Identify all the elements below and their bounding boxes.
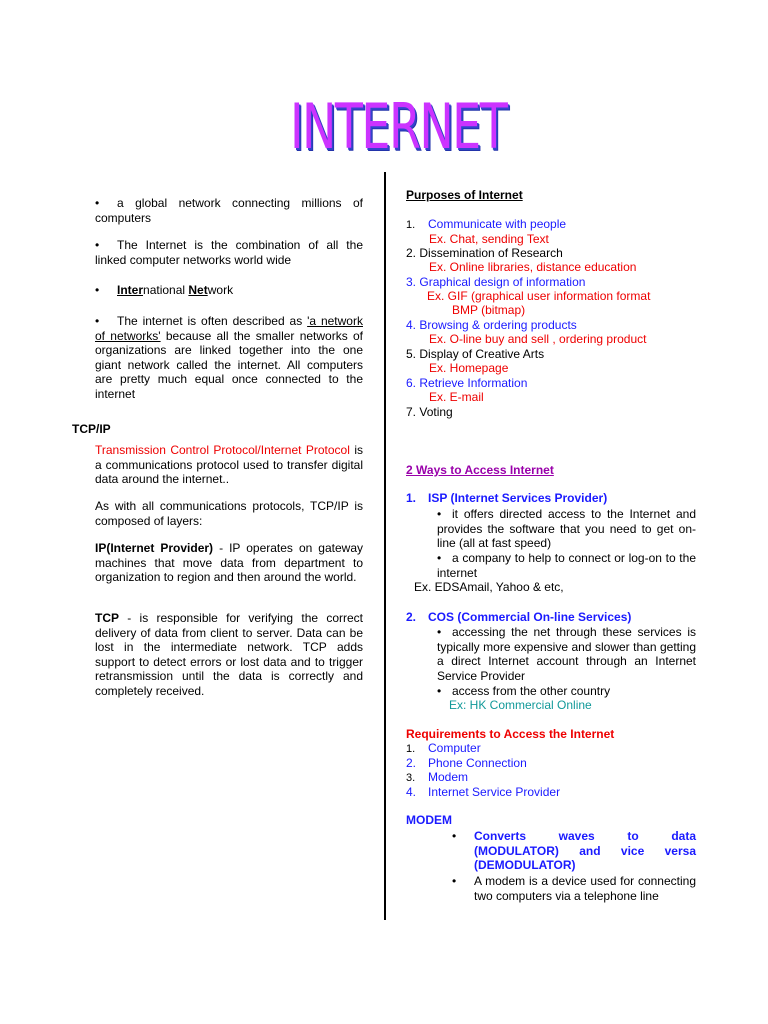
requirement-item xyxy=(406,770,468,786)
cos-bullet-1 xyxy=(437,625,696,683)
tcp-paragraph xyxy=(95,611,363,698)
purpose-example: Ex. GIF (graphical user information format xyxy=(427,289,651,303)
purpose-item xyxy=(406,246,563,261)
isp-bullet-2 xyxy=(437,551,696,580)
column-divider xyxy=(384,172,386,920)
isp-heading xyxy=(406,491,607,506)
bullet-icon: • xyxy=(95,283,100,297)
purpose-example: Ex. E-mail xyxy=(429,390,484,404)
bullet-icon: • xyxy=(95,314,100,328)
requirement-num: 1. xyxy=(406,743,416,755)
bullet-icon: • xyxy=(437,551,442,565)
cos-bullet-text: access from the other country xyxy=(452,684,611,698)
bullet-combination xyxy=(95,238,363,267)
tcp-text: - is responsible for verifying the correct delivery of data from client to server. Data can be lost in the intermediate network. TCP adds support to detect errors or lost data and to trigger retransmission until the data is correctly and completely received. xyxy=(95,611,363,698)
requirement-item xyxy=(406,756,527,771)
purpose-text: Graphical design of information xyxy=(419,275,586,289)
modem-bullet-1: Converts waves to data (MODULATOR) and vice versa (DEMODULATOR) xyxy=(474,829,696,872)
networks-post: because all the smaller networks of organizations are linked together into the one giant network called the internet. All computers are pretty much equal once connected to the internet xyxy=(95,328,363,401)
work-text: work xyxy=(207,283,234,297)
purpose-item xyxy=(406,318,577,333)
tcpip-layers: As with all communications protocols, TCP/IP is composed of layers: xyxy=(95,499,363,528)
cos-bullet-text: accessing the net through these services is typically more expensive and slower than getting a direct Internet account through an Internet Service Provider xyxy=(437,625,696,683)
requirement-text: Computer xyxy=(428,741,481,755)
isp-bullet-text: it offers directed access to the Internet and provides the software that you need to get on-line (all at fast speed) xyxy=(437,507,696,550)
cos-example: Ex: HK Commercial Online xyxy=(449,698,592,712)
purpose-num: 2. xyxy=(406,246,417,260)
isp-example: Ex. EDSAmail, Yahoo & etc, xyxy=(414,580,564,594)
purpose-example: Ex. O-line buy and sell , ordering product xyxy=(429,332,647,346)
purpose-example: Ex. Chat, sending Text xyxy=(429,232,549,246)
purpose-num: 4. xyxy=(406,318,417,332)
inter-text: Inter xyxy=(117,283,144,297)
purpose-item xyxy=(406,217,566,233)
bullet-icon: • xyxy=(437,507,442,521)
requirement-num: 3. xyxy=(406,772,416,784)
bullet-text: The Internet is the combination of all the linked computer networks world wide xyxy=(95,238,363,267)
purpose-text: Browsing & ordering products xyxy=(419,318,577,332)
requirement-num: 2. xyxy=(406,756,417,770)
requirement-item xyxy=(406,785,560,800)
requirement-num: 4. xyxy=(406,785,417,799)
national-text: national xyxy=(143,283,189,297)
bullet-icon: • xyxy=(452,874,457,888)
bullet-icon: • xyxy=(437,684,442,698)
cos-heading xyxy=(406,610,631,625)
page-title: INTERNET xyxy=(290,90,507,163)
purpose-item xyxy=(406,376,527,391)
bullet-internetwork xyxy=(95,283,363,298)
bullet-icon: • xyxy=(95,196,100,210)
bullet-network-of-networks xyxy=(95,314,363,401)
purpose-num: 7. xyxy=(406,405,417,419)
tcp-label: TCP xyxy=(95,611,119,625)
tcpip-definition xyxy=(95,443,363,487)
purpose-item xyxy=(406,405,453,420)
net-text: Net xyxy=(188,283,208,297)
bullet-icon: • xyxy=(95,238,100,252)
modem-heading: MODEM xyxy=(406,813,452,827)
isp-bullet-text: a company to help to connect or log-on to the internet xyxy=(437,551,696,580)
isp-num: 1. xyxy=(406,491,417,505)
cos-num: 2. xyxy=(406,610,417,624)
bullet-text: a global network connecting millions of computers xyxy=(95,196,363,225)
requirements-heading: Requirements to Access the Internet xyxy=(406,727,615,741)
ways-heading: 2 Ways to Access Internet xyxy=(406,463,554,477)
bullet-icon: • xyxy=(452,829,457,843)
purpose-num: 1. xyxy=(406,219,416,231)
purpose-item xyxy=(406,275,585,290)
isp-bullet-1 xyxy=(437,507,696,551)
cos-title: COS (Commercial On-line Services) xyxy=(428,610,632,624)
ip-label: IP(Internet Provider) xyxy=(95,541,214,555)
tcpip-description: is a communications protocol used to transfer digital data around the internet.. xyxy=(95,443,363,486)
ip-paragraph xyxy=(95,541,363,585)
purpose-num: 6. xyxy=(406,376,417,390)
isp-title: ISP (Internet Services Provider) xyxy=(428,491,608,505)
purpose-text: Voting xyxy=(419,405,453,419)
purpose-text: Dissemination of Research xyxy=(419,246,563,260)
ip-text: - IP operates on gateway machines that move data from department to organization to region and then around the world. xyxy=(95,541,364,584)
purposes-heading: Purposes of Internet xyxy=(406,188,523,202)
bullet-icon: • xyxy=(437,625,442,639)
purpose-example-2: BMP (bitmap) xyxy=(452,303,526,317)
bullet-global-network xyxy=(95,196,363,225)
requirement-text: Modem xyxy=(428,770,469,784)
purpose-num: 5. xyxy=(406,347,417,361)
requirement-text: Internet Service Provider xyxy=(428,785,561,799)
requirement-item xyxy=(406,741,481,757)
purpose-text: Display of Creative Arts xyxy=(419,347,545,361)
purpose-num: 3. xyxy=(406,275,417,289)
requirement-text: Phone Connection xyxy=(428,756,527,770)
purpose-text: Retrieve Information xyxy=(419,376,528,390)
networks-pre: The internet is often described as xyxy=(117,314,308,328)
tcpip-expansion: Transmission Control Protocol/Internet Protocol xyxy=(95,443,350,457)
modem-bullet-2: A modem is a device used for connecting two computers via a telephone line xyxy=(474,874,696,903)
networks-quote: 'a network of networks' xyxy=(95,314,363,343)
tcpip-heading: TCP/IP xyxy=(72,422,111,436)
purpose-example: Ex. Online libraries, distance education xyxy=(429,260,637,274)
purpose-text: Communicate with people xyxy=(428,217,567,231)
purpose-item xyxy=(406,347,544,362)
purpose-example: Ex. Homepage xyxy=(429,361,509,375)
cos-bullet-2 xyxy=(437,684,696,699)
